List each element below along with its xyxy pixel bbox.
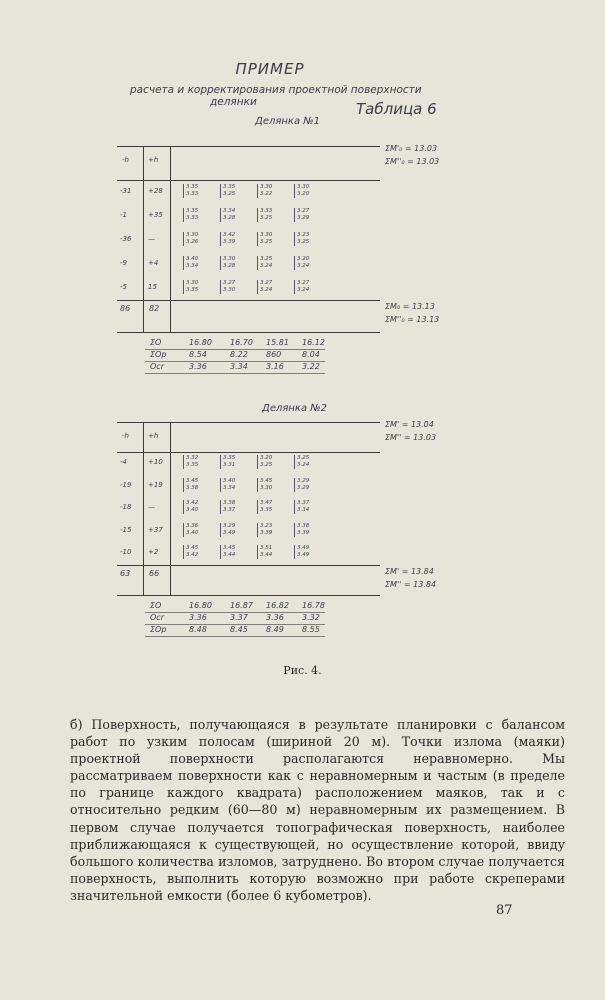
cell-value: 3.34: [223, 208, 236, 214]
cell-value: 3.40: [223, 477, 236, 484]
cell-value: 3.35: [186, 462, 199, 469]
table2-row-h-pos: +19: [148, 480, 163, 489]
cell-value: 3.25: [223, 191, 236, 197]
cell-value: 3.24: [260, 287, 273, 293]
cell-value: 3.40: [186, 529, 199, 536]
table1-row-h-neg: -9: [120, 259, 127, 267]
cell-value: 3.30: [186, 232, 199, 238]
table2-total-rule: [117, 565, 380, 566]
cell-value: 3.20: [297, 256, 310, 262]
table2-total-neg: 63: [120, 568, 131, 578]
table1-grid-cell: [257, 280, 272, 294]
cell-value: 3.26: [186, 239, 199, 245]
table-label: Таблица 6: [356, 100, 437, 118]
table2-total-pos: 66: [149, 568, 160, 578]
cell-value: 3.29: [297, 215, 310, 221]
cell-value: 3.24: [260, 263, 273, 269]
cell-value: 3.45: [186, 545, 199, 552]
cell-value: 3.47: [260, 500, 273, 507]
table1-grid-cell: [220, 208, 235, 222]
table2-col-rule-1: [143, 422, 144, 595]
cell-value: 3.24: [297, 263, 310, 269]
cell-value: 3.39: [223, 239, 236, 245]
cell-value: 3.30: [260, 184, 273, 190]
table1-col-rule-2: [170, 146, 171, 332]
cell-value: 3.37: [297, 500, 310, 507]
cell-value: 3.35: [186, 287, 199, 293]
table2-note-top-2: ΣM'' = 13.03: [385, 433, 437, 442]
table2-col-rule-2: [170, 422, 171, 595]
table1-grid-cell: [257, 184, 272, 198]
cell-value: 3.25: [260, 462, 273, 469]
table2-row-h-pos: —: [148, 503, 155, 512]
cell-value: 3.29: [297, 484, 310, 491]
cell-value: 3.23: [297, 232, 310, 238]
example-subtitle: расчета и корректирования проектной поверхности: [130, 84, 422, 96]
table1-sum-value: 16.70: [230, 338, 253, 347]
table1-grid-cell: [294, 184, 309, 198]
cell-value: 3.51: [260, 545, 273, 552]
table1-sum-value: 860: [266, 350, 282, 359]
table1-note-top-1: ΣM'₀ = 13.03: [385, 144, 438, 153]
cell-value: 3.28: [223, 215, 236, 221]
table2-head-rule: [117, 452, 380, 453]
table2-grid-cell: [220, 523, 235, 537]
cell-value: 3.38: [223, 500, 236, 507]
table1-row-h-neg: -1: [120, 211, 127, 219]
cell-value: 3.25: [297, 239, 310, 245]
cell-value: 3.25: [297, 455, 310, 462]
cell-value: 3.24: [297, 462, 310, 469]
cell-value: 3.35: [260, 507, 273, 514]
example-title: ПРИМЕР: [235, 60, 305, 78]
example-subtitle-2: делянки: [210, 96, 257, 108]
table2-head-pos: +h: [148, 432, 159, 440]
table1-sum-label: ΣOp: [150, 350, 167, 359]
cell-value: 3.35: [186, 208, 199, 214]
table1-section-label: Делянка №1: [255, 116, 321, 127]
table1-row-h-pos: +4: [148, 259, 159, 267]
cell-value: 3.45: [223, 545, 236, 552]
table2-sum-value: 8.48: [189, 624, 207, 634]
cell-value: 3.20: [297, 191, 310, 197]
table2-sum-value: 16.82: [266, 600, 289, 610]
cell-value: 3.40: [186, 507, 199, 514]
cell-value: 3.35: [223, 184, 236, 190]
table2-row-h-neg: -19: [120, 480, 132, 489]
cell-value: 3.33: [260, 208, 273, 214]
table2-section-label: Делянка №2: [262, 403, 328, 414]
cell-value: 3.40: [186, 256, 199, 262]
cell-value: 3.38: [186, 484, 199, 491]
cell-value: 3.24: [297, 287, 310, 293]
body-text: б) Поверхность, получающаяся в результате планировки с балансом работ по узким полосам (шириной 20 м). Точки излома (маяки) проектной поверхности располагаются неравномерно. Мы рассматриваем поверхности как с неравномерным и частым (в пределе по границе каждого квадрата) расположением маяков, так и с относительно редким (60—80 м) неравномерным их размещением. В первом случае получается топографическая поверхность, наиболее приближающаяся к существующей, но осуществление которой, ввиду большого количества изломов, затруднено. Во втором случае получается поверхность, выполнить которую возможно при работе скреперами значительной емкости (более 6 кубометров).: [70, 717, 565, 903]
table2-sum-rule: [145, 636, 325, 637]
table1-col-rule-1: [143, 146, 144, 332]
table2-grid-cell: [183, 545, 198, 559]
table2-top-rule: [117, 422, 380, 423]
table1-grid-cell: [220, 256, 235, 270]
table2-sum-value: 8.45: [230, 624, 248, 634]
table1-row-h-neg: -5: [120, 283, 127, 291]
table1-head-rule: [117, 180, 380, 181]
table1-grid-cell: [220, 184, 235, 198]
table1-row-h-pos: —: [148, 235, 155, 243]
figure-caption: Рис. 4.: [283, 664, 322, 677]
table2-grid-cell: [220, 478, 235, 492]
table1-sum-value: 3.22: [302, 362, 320, 371]
table1-row-h-neg: -31: [120, 187, 132, 195]
table2-grid-cell: [257, 545, 272, 559]
table1-total-rule: [117, 300, 380, 301]
table2-sum-label: Ocr: [150, 612, 164, 622]
cell-value: 3.44: [223, 552, 236, 559]
table2-grid-cell: [183, 523, 198, 537]
cell-value: 3.33: [186, 191, 199, 197]
cell-value: 3.35: [186, 184, 199, 190]
table2-row-h-neg: -10: [120, 548, 132, 557]
table2-head-neg: -h: [122, 432, 129, 440]
cell-value: 3.45: [186, 477, 199, 484]
table1-grid-cell: [257, 232, 272, 246]
cell-value: 3.49: [297, 552, 310, 559]
table1-note-bottom-1: ΣM₀ = 13.13: [385, 302, 435, 311]
table1-grid-cell: [294, 232, 309, 246]
cell-value: 3.44: [260, 552, 273, 559]
cell-value: 3.34: [297, 507, 310, 514]
table1-grid-cell: [183, 208, 198, 222]
cell-value: 3.42: [186, 552, 199, 559]
table2-bottom-rule: [117, 595, 380, 596]
table1-grid-cell: [257, 208, 272, 222]
table1-sum-value: 8.22: [230, 350, 248, 359]
table2-note-top-1: ΣM' = 13.04: [385, 420, 434, 429]
cell-value: 3.20: [260, 455, 273, 462]
table2-sum-value: 8.49: [266, 624, 284, 634]
table1-grid-cell: [183, 256, 198, 270]
table1-row-h-neg: -36: [120, 235, 132, 243]
cell-value: 3.30: [260, 232, 273, 238]
table1-row-h-pos: +35: [148, 211, 163, 219]
table2-grid-cell: [220, 545, 235, 559]
cell-value: 3.38: [297, 522, 310, 529]
table2-grid-cell: [183, 455, 198, 469]
cell-value: 3.31: [223, 462, 236, 469]
cell-value: 3.49: [297, 545, 310, 552]
cell-value: 3.39: [297, 529, 310, 536]
table1-sum-value: 16.80: [189, 338, 212, 347]
table1-grid-cell: [183, 280, 198, 294]
table2-row-h-pos: +37: [148, 525, 163, 534]
cell-value: 3.30: [297, 184, 310, 190]
table2-sum-label: ΣO: [150, 600, 162, 610]
table2-grid-cell: [294, 500, 309, 514]
table1-total-pos: 82: [149, 304, 160, 313]
cell-value: 3.45: [260, 477, 273, 484]
cell-value: 3.27: [297, 280, 310, 286]
table1-grid-cell: [220, 232, 235, 246]
cell-value: 3.36: [186, 522, 199, 529]
table2-note-bottom-1: ΣM' = 13.84: [385, 566, 434, 576]
table2-sum-value: 8.55: [302, 624, 320, 634]
cell-value: 3.34: [223, 484, 236, 491]
table2-sum-value: 16.87: [230, 600, 253, 610]
table1-grid-cell: [257, 256, 272, 270]
table1-note-bottom-2: ΣM''₀ = 13.13: [385, 315, 440, 324]
cell-value: 3.25: [260, 239, 273, 245]
cell-value: 3.25: [260, 256, 273, 262]
cell-value: 3.30: [186, 280, 199, 286]
table2-sum-value: 16.80: [189, 600, 212, 610]
table2-grid-cell: [257, 478, 272, 492]
table1-top-rule: [117, 146, 380, 147]
table2-grid-cell: [294, 455, 309, 469]
table2-note-bottom-2: ΣM'' = 13.84: [385, 579, 437, 589]
cell-value: 3.22: [260, 191, 273, 197]
table1-sum-value: 16.12: [302, 338, 325, 347]
table1-head-neg: -h: [122, 156, 129, 164]
cell-value: 3.30: [260, 484, 273, 491]
table2-row-h-pos: +10: [148, 458, 163, 467]
cell-value: 3.30: [223, 287, 236, 293]
cell-value: 3.32: [186, 455, 199, 462]
cell-value: 3.27: [297, 208, 310, 214]
cell-value: 3.30: [223, 256, 236, 262]
table1-grid-cell: [220, 280, 235, 294]
table2-grid-cell: [220, 500, 235, 514]
table1-grid-cell: [294, 256, 309, 270]
table1-sum-value: 8.54: [189, 350, 207, 359]
table2-row-h-neg: -4: [120, 458, 127, 467]
cell-value: 3.27: [260, 280, 273, 286]
body-paragraph: [70, 716, 565, 904]
table2-grid-cell: [183, 500, 198, 514]
table2-row-h-neg: -18: [120, 503, 132, 512]
table1-grid-cell: [183, 232, 198, 246]
cell-value: 3.25: [260, 215, 273, 221]
table2-row-h-neg: -15: [120, 525, 132, 534]
cell-value: 3.42: [223, 232, 236, 238]
cell-value: 3.42: [186, 500, 199, 507]
cell-value: 3.34: [186, 263, 199, 269]
table2-sum-value: 3.36: [266, 612, 284, 622]
table2-grid-cell: [294, 545, 309, 559]
table1-sum-value: 3.16: [266, 362, 284, 371]
table2-grid-cell: [220, 455, 235, 469]
cell-value: 3.33: [186, 215, 199, 221]
table2-sum-value: 3.37: [230, 612, 248, 622]
table1-sum-rule: [145, 373, 325, 374]
table1-sum-value: 15.81: [266, 338, 289, 347]
table2-grid-cell: [257, 500, 272, 514]
table1-grid-cell: [294, 208, 309, 222]
table2-row-h-pos: +2: [148, 548, 159, 557]
table2-sum-value: 3.36: [189, 612, 207, 622]
table1-row-h-pos: 15: [148, 283, 157, 291]
cell-value: 3.39: [260, 529, 273, 536]
cell-value: 3.28: [223, 263, 236, 269]
table1-bottom-rule: [117, 332, 380, 333]
table1-sum-label: ΣO: [150, 338, 162, 347]
cell-value: 3.37: [223, 507, 236, 514]
cell-value: 3.27: [223, 280, 236, 286]
table2-grid-cell: [257, 523, 272, 537]
table1-grid-cell: [294, 280, 309, 294]
table2-sum-label: ΣOp: [150, 624, 167, 634]
table2-grid-cell: [257, 455, 272, 469]
table1-note-top-2: ΣM''₀ = 13.03: [385, 157, 440, 166]
table2-grid-cell: [183, 478, 198, 492]
table1-sum-value: 3.34: [230, 362, 248, 371]
table2-grid-cell: [294, 523, 309, 537]
cell-value: 3.29: [223, 522, 236, 529]
cell-value: 3.49: [223, 529, 236, 536]
table1-sum-value: 3.36: [189, 362, 207, 371]
table1-head-pos: +h: [148, 156, 159, 164]
table1-grid-cell: [183, 184, 198, 198]
table2-sum-value: 3.32: [302, 612, 320, 622]
cell-value: 3.35: [223, 455, 236, 462]
table2-sum-value: 16.78: [302, 600, 325, 610]
table1-sum-label: Ocr: [150, 362, 164, 371]
table1-total-neg: 86: [120, 304, 131, 313]
table2-grid-cell: [294, 478, 309, 492]
cell-value: 3.23: [260, 522, 273, 529]
table1-row-h-pos: +28: [148, 187, 163, 195]
cell-value: 3.29: [297, 477, 310, 484]
page-number: 87: [496, 903, 513, 918]
table1-sum-value: 8.04: [302, 350, 320, 359]
